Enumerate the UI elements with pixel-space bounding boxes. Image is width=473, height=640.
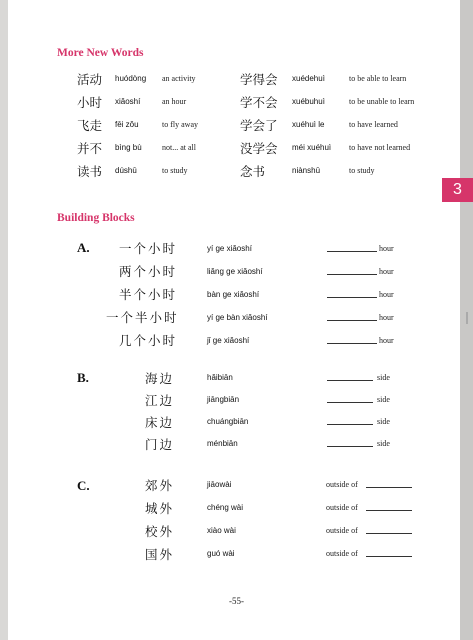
vocab-english: to study [349, 166, 375, 175]
answer-blank[interactable] [327, 394, 373, 403]
block-hanzi: 门边 [145, 437, 175, 452]
blank-suffix: hour [379, 267, 394, 276]
block-label: A. [77, 240, 90, 255]
blank-suffix: hour [379, 290, 394, 299]
vocab-pinyin: xuédehuì [292, 74, 325, 83]
block-label: C. [77, 478, 90, 493]
answer-blank[interactable] [327, 266, 377, 275]
blank-prefix: outside of [326, 549, 358, 558]
vocab-english: to be able to learn [349, 74, 407, 83]
vocab-english: an activity [162, 74, 196, 83]
vocab-english: to be unable to learn [349, 97, 415, 106]
section-title-building-blocks: Building Blocks [57, 212, 135, 224]
answer-blank[interactable] [327, 438, 373, 447]
vocab-pinyin: xiǎoshí [115, 97, 141, 106]
answer-blank[interactable] [327, 372, 373, 381]
vocab-hanzi: 活动 [77, 72, 103, 87]
answer-blank[interactable] [366, 525, 412, 534]
block-hanzi: 几个小时 [119, 333, 178, 348]
answer-blank[interactable] [327, 335, 377, 344]
answer-blank[interactable] [366, 479, 412, 488]
vocab-english: not... at all [162, 143, 196, 152]
blank-suffix: side [377, 439, 390, 448]
blank-suffix: side [377, 395, 390, 404]
block-hanzi: 江边 [145, 393, 175, 408]
vocab-hanzi: 学会了 [240, 118, 278, 133]
answer-blank[interactable] [327, 312, 377, 321]
vocab-pinyin: xuébuhuì [292, 97, 325, 106]
vocab-pinyin: niànshū [292, 166, 321, 175]
block-hanzi: 一个半小时 [106, 310, 179, 325]
vocab-pinyin: méi xuéhuì [292, 143, 332, 152]
section-title-more-new-words: More New Words [57, 47, 144, 59]
block-hanzi: 一个小时 [119, 241, 178, 256]
block-hanzi: 校外 [145, 524, 175, 539]
block-pinyin: liǎng ge xiǎoshí [207, 267, 263, 276]
vocab-pinyin: huódòng [115, 74, 147, 83]
vocab-hanzi: 小时 [77, 95, 103, 110]
block-pinyin: ménbiān [207, 439, 238, 448]
block-hanzi: 城外 [145, 501, 175, 516]
block-label: B. [77, 370, 89, 385]
vocab-pinyin: fēi zǒu [115, 120, 139, 129]
block-pinyin: xiào wài [207, 526, 236, 535]
block-pinyin: guó wài [207, 549, 235, 558]
blank-suffix: side [377, 373, 390, 382]
answer-blank[interactable] [366, 502, 412, 511]
block-pinyin: hǎibiān [207, 373, 233, 382]
block-pinyin: yí ge bàn xiǎoshí [207, 313, 268, 322]
vocab-hanzi: 没学会 [240, 141, 278, 156]
block-pinyin: jiāowài [207, 480, 232, 489]
block-hanzi: 国外 [145, 547, 175, 562]
block-hanzi: 半个小时 [119, 287, 178, 302]
block-hanzi: 郊外 [145, 478, 175, 493]
answer-blank[interactable] [327, 289, 377, 298]
block-pinyin: yí ge xiǎoshí [207, 244, 252, 253]
vocab-english: to fly away [162, 120, 198, 129]
block-hanzi: 海边 [145, 371, 175, 386]
blank-prefix: outside of [326, 526, 358, 535]
answer-blank[interactable] [327, 416, 373, 425]
blank-suffix: hour [379, 313, 394, 322]
answer-blank[interactable] [366, 548, 412, 557]
vocab-pinyin: dúshū [115, 166, 137, 175]
chapter-tab: 3 [442, 178, 473, 202]
block-pinyin: jǐ ge xiǎoshí [207, 336, 250, 345]
blank-prefix: outside of [326, 480, 358, 489]
page-edge-mark [466, 312, 468, 324]
vocab-hanzi: 读书 [77, 164, 103, 179]
vocab-english: an hour [162, 97, 187, 106]
blank-suffix: hour [379, 244, 394, 253]
vocab-hanzi: 并不 [77, 141, 103, 156]
block-pinyin: chéng wài [207, 503, 244, 512]
blank-suffix: side [377, 417, 390, 426]
vocab-english: to have not learned [349, 143, 411, 152]
block-hanzi: 两个小时 [119, 264, 178, 279]
vocab-pinyin: bìng bù [115, 143, 142, 152]
vocab-english: to have learned [349, 120, 398, 129]
vocab-hanzi: 学得会 [240, 72, 278, 87]
answer-blank[interactable] [327, 243, 377, 252]
blank-suffix: hour [379, 336, 394, 345]
vocab-hanzi: 念书 [240, 164, 266, 179]
blank-prefix: outside of [326, 503, 358, 512]
page-number: -55- [229, 596, 244, 606]
block-pinyin: jiāngbiān [207, 395, 240, 404]
vocab-hanzi: 学不会 [240, 95, 278, 110]
vocab-hanzi: 飞走 [77, 118, 103, 133]
block-hanzi: 床边 [145, 415, 175, 430]
vocab-pinyin: xuéhuì le [292, 120, 325, 129]
block-pinyin: chuángbiān [207, 417, 249, 426]
vocab-english: to study [162, 166, 188, 175]
block-pinyin: bàn ge xiǎoshí [207, 290, 260, 299]
